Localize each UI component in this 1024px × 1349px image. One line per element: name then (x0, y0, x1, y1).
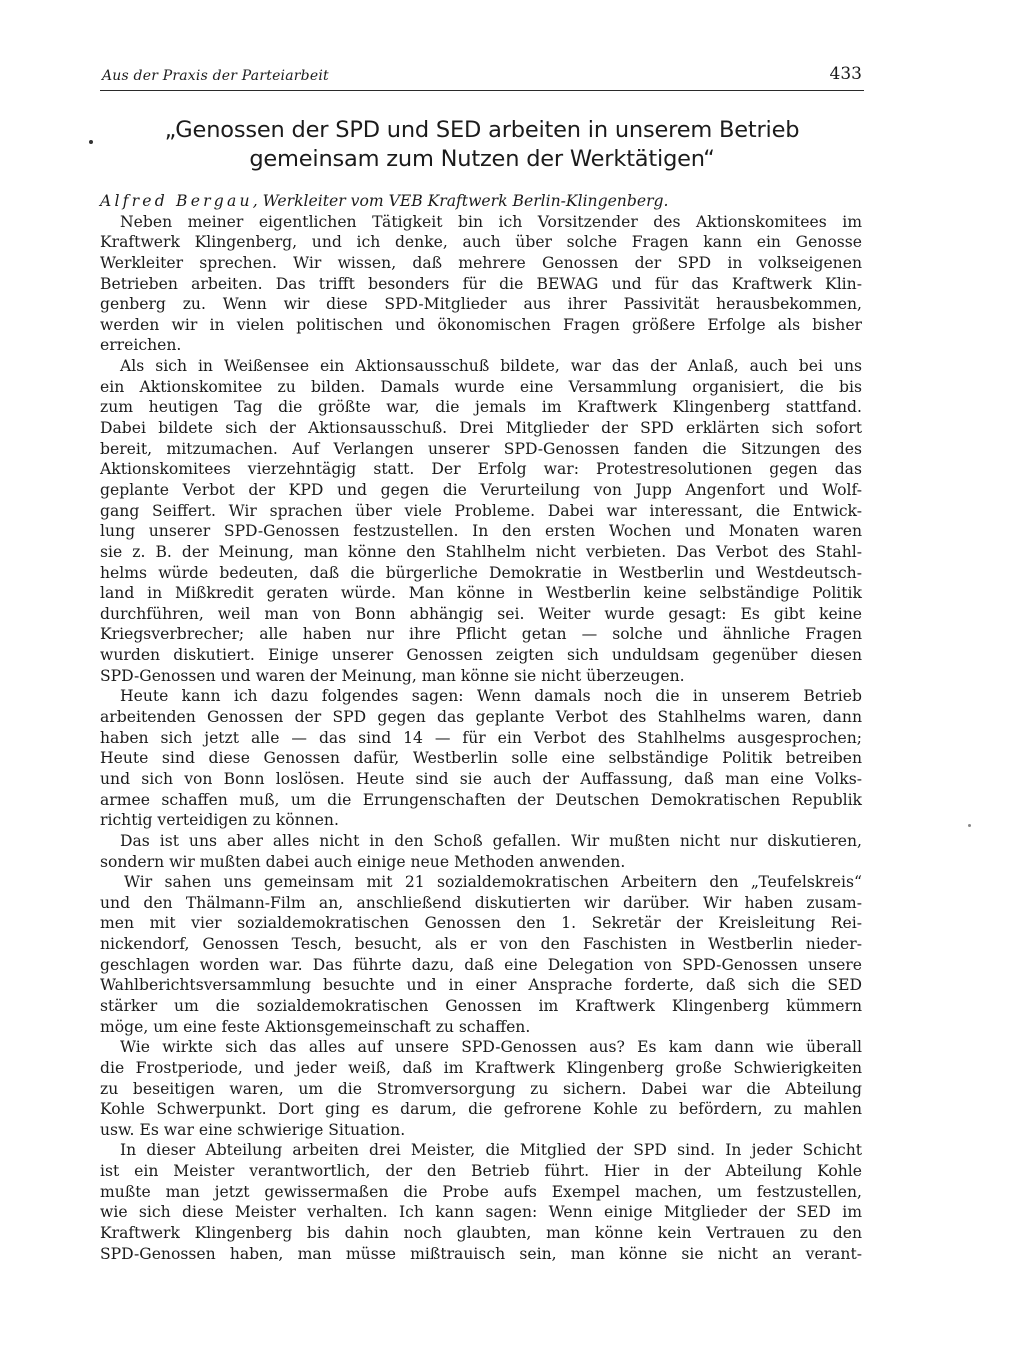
text-line: haben sich jetzt alle — das sind 14 — für ein Verbot des Stahlhelms ausgesprochen; (100, 728, 862, 747)
text-line: zu beseitigen waren, um die Stromversorgung zu sichern. Dabei war die Abteilung (100, 1079, 862, 1098)
text-line: nickendorf, Genossen Tesch, besucht, als er von den Faschisten in Westberlin nieder- (100, 935, 862, 954)
text-line: genberg zu. Wenn wir diese SPD-Mitglieder aus ihrer Passivität herausbekommen, (100, 295, 862, 314)
text-line: Werkleiter sprechen. Wir wissen, daß mehrere Genossen der SPD in volkseigenen (100, 253, 862, 272)
text-line: Wahlberichtsversammlung besuchte und in einer Ansprache forderte, daß sich die SED (100, 976, 862, 995)
running-header (100, 64, 864, 88)
text-line: Aktionskomitees vierzehntägig statt. Der Erfolg war: Protestresolutionen gegen das (100, 460, 862, 479)
text-line: richtig verteidigen zu können. (100, 811, 339, 830)
text-line: arbeitenden Genossen der SPD gegen das geplante Verbot des Stahlhelms waren, dann (100, 708, 862, 727)
text-line: ist ein Meister verantwortlich, der den Betrieb führt. Hier in der Abteilung Kohle (100, 1162, 862, 1181)
text-line: Heute kann ich dazu folgendes sagen: Wenn damals noch die in unserem Betrieb (120, 687, 862, 706)
title-line: „Genossen der SPD und SED arbeiten in unserem Betrieb (164, 117, 800, 143)
text-line: Neben meiner eigentlichen Tätigkeit bin ich Vorsitzender des Aktionskomitees im (120, 212, 862, 231)
text-line: land in Mißkredit geraten würde. Man könne in Westberlin keine selbständige Politik (100, 584, 862, 603)
text-line: usw. Es war eine schwierige Situation. (100, 1120, 406, 1139)
text-line: Kriegsverbrecher; alle haben nur ihre Pflicht getan — solche und ähnliche Fragen (100, 625, 862, 644)
text-line: In dieser Abteilung arbeiten drei Meister, die Mitglied der SPD sind. In jeder Schicht (120, 1141, 862, 1160)
text-line: die Frostperiode, und jeder weiß, daß im Kraftwerk Klingenberg große Schwierigkeiten (100, 1058, 862, 1077)
article-title (100, 116, 864, 174)
text-line: Betrieben arbeiten. Das trifft besonders für die BEWAG und für das Kraftwerk Klin- (100, 274, 862, 293)
text-line: wie sich diese Meister verhalten. Ich kann sagen: Wenn einige Mitglieder der SED im (100, 1203, 862, 1222)
text-line: Als sich in Weißensee ein Aktionsausschuß bildete, war das der Anlaß, auch bei uns (120, 357, 862, 376)
margin-mark (89, 140, 93, 144)
title-line: gemeinsam zum Nutzen der Werktätigen“ (249, 146, 715, 172)
text-line: Dabei bildete sich der Aktionsausschuß. Drei Mitglieder der SPD erklärten sich sofort (100, 419, 862, 438)
author-role: , Werkleiter vom VEB Kraftwerk Berlin-Klingenberg. (252, 192, 669, 210)
text-line: Kraftwerk Klingenberg bis dahin noch glaubten, man könne kein Vertrauen zu den (100, 1224, 862, 1243)
text-line: möge, um eine feste Aktionsgemeinschaft zu schaffen. (100, 1017, 531, 1036)
text-line: armee schaffen muß, um die Errungenschaften der Deutschen Demokratischen Republik (100, 790, 862, 809)
text-line: stärker um die sozialdemokratischen Genossen im Kraftwerk Klingenberg kümmern (100, 996, 862, 1015)
text-line: und sich von Bonn loslösen. Heute sind sie auch der Auffassung, daß man eine Volks- (100, 769, 862, 788)
text-line: helms würde bedeuten, daß die bürgerliche Demokratie in Westberlin und Westdeutsch- (100, 563, 862, 582)
text-line: SPD-Genossen haben, man müsse mißtrauisch sein, man könne sie nicht an verant- (100, 1244, 862, 1263)
author-name: Alfred Bergau (100, 192, 253, 210)
text-line: Wie wirkte sich das alles auf unsere SPD-Genossen aus? Es kam dann wie überall (120, 1038, 862, 1057)
section-title: Aus der Praxis der Parteiarbeit (102, 68, 329, 84)
text-line: Wir sahen uns gemeinsam mit 21 sozialdemokratischen Arbeitern den „Teufelskreis“ (124, 873, 862, 892)
text-line: ein Aktionskomitee zu bilden. Damals wurde eine Versammlung organisiert, die bis (100, 377, 862, 396)
text-line: durchführen, weil man von Bonn abhängig sei. Weiter wurde gesagt: Es gibt keine (100, 604, 862, 623)
text-line: gang Seiffert. Wir sprachen über viele Probleme. Dabei war interessant, die Entwick- (100, 501, 862, 520)
text-line: lung unserer SPD-Genossen festzustellen. In den ersten Wochen und Monaten waren (100, 522, 862, 541)
margin-speck (968, 824, 971, 827)
text-line: sondern wir mußten dabei auch einige neue Methoden anwenden. (100, 852, 626, 871)
text-line: werden wir in vielen politischen und ökonomischen Fragen größere Erfolge als bisher (100, 315, 862, 334)
text-line: erreichen. (100, 336, 182, 355)
text-line: zum heutigen Tag die größte war, die jemals im Kraftwerk Klingenberg stattfand. (100, 398, 862, 417)
text-line: SPD-Genossen und waren der Meinung, man könne sie nicht überzeugen. (100, 666, 685, 685)
byline (100, 191, 862, 212)
text-line: Kraftwerk Klingenberg, und ich denke, auch über solche Fragen kann ein Genosse (100, 233, 862, 252)
page-number: 433 (829, 64, 862, 84)
text-line: sie z. B. der Meinung, man könne den Stahlhelm nicht verbieten. Das Verbot des Stahl- (100, 542, 862, 561)
text-line: geplante Verbot der KPD und gegen die Verurteilung von Jupp Angenfort und Wolf- (100, 480, 862, 499)
text-line: mußte man jetzt gewissermaßen die Probe aufs Exempel machen, um festzustellen, (100, 1182, 862, 1201)
text-line: men mit vier sozialdemokratischen Genossen den 1. Sekretär der Kreisleitung Rei- (100, 914, 862, 933)
text-line: Heute sind diese Genossen dafür, Westberlin solle eine selbständige Politik betreiben (100, 749, 862, 768)
header-rule (100, 90, 864, 91)
text-line: Kohle Schwerpunkt. Dort ging es darum, die gefrorene Kohle zu befördern, zu mahlen (100, 1100, 862, 1119)
text-line: wurden diskutiert. Einige unserer Genossen zeigten sich unduldsam gegenüber diesen (100, 646, 862, 665)
text-line: bereit, mitzumachen. Auf Verlangen unserer SPD-Genossen fanden die Sitzungen des (100, 439, 862, 458)
text-line: und den Thälmann-Film an, anschließend diskutierten wir darüber. Wir haben zusam- (100, 893, 862, 912)
article-body (100, 191, 862, 1264)
text-line: Das ist uns aber alles nicht in den Schoß gefallen. Wir mußten nicht nur diskutieren, (120, 831, 862, 850)
text-line: geschlagen worden war. Das führte dazu, daß eine Delegation von SPD-Genossen unsere (100, 955, 862, 974)
